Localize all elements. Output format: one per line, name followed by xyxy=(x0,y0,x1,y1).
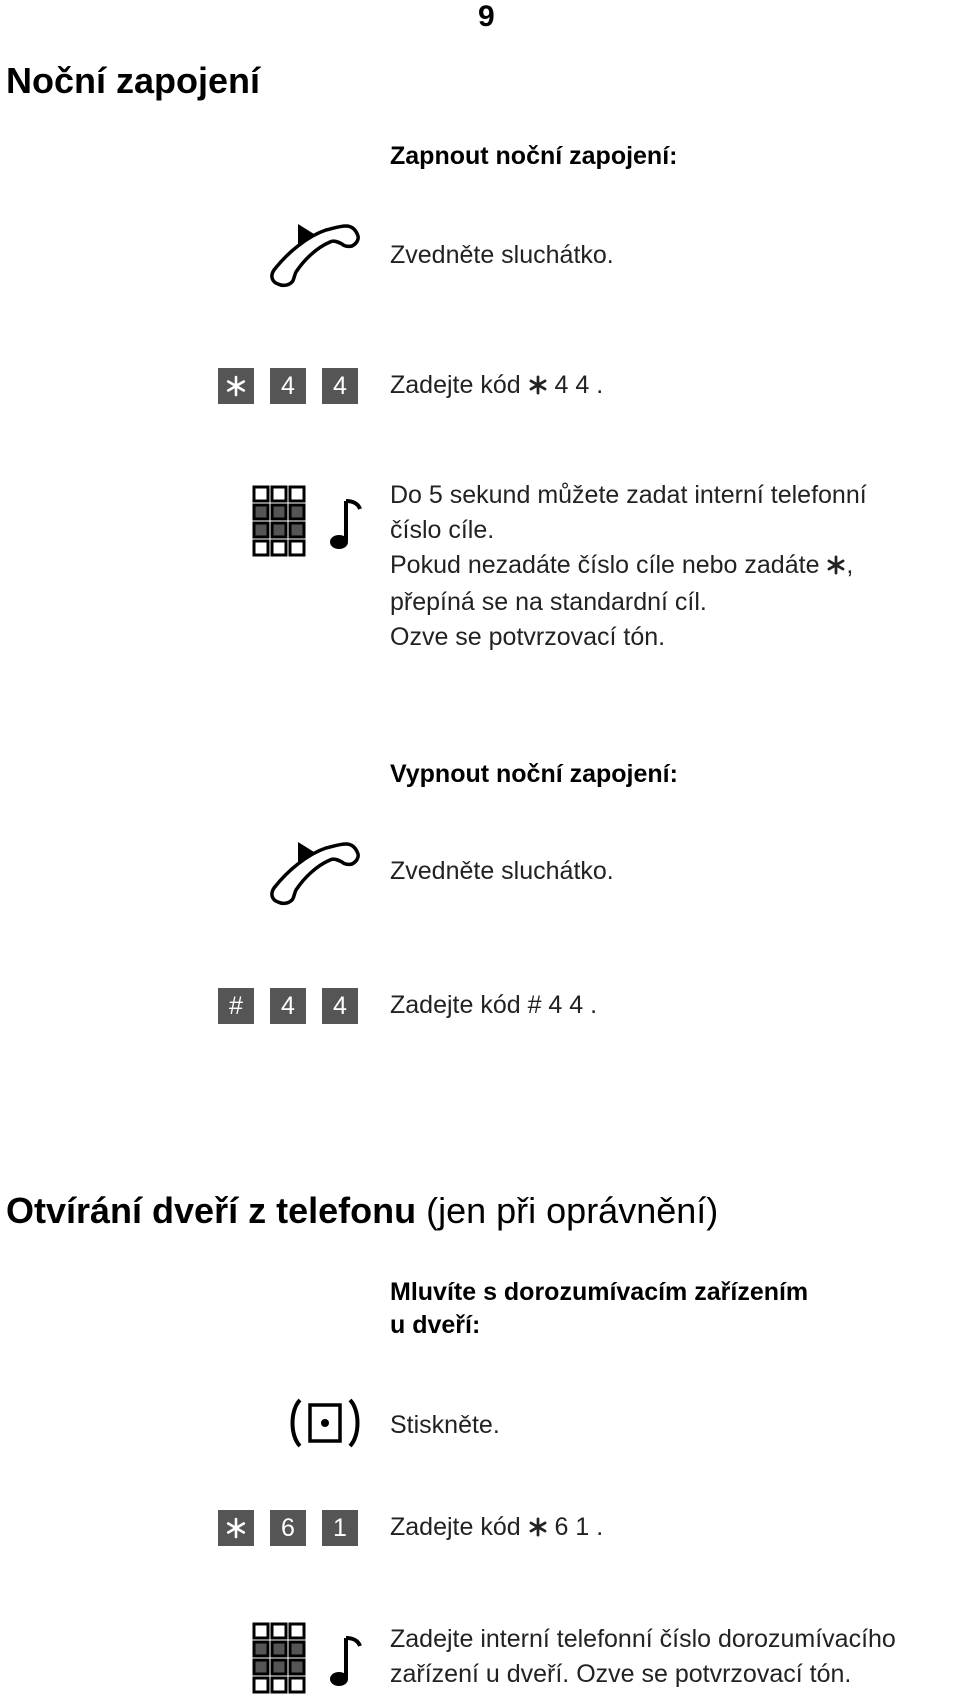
digit-key: 6 xyxy=(270,1510,306,1546)
handset-lift-icon xyxy=(268,222,362,293)
text-line: přepíná se na standardní cíl. xyxy=(390,588,707,616)
star-icon xyxy=(528,370,548,405)
section-title-door xyxy=(6,1190,718,1232)
step-text-block xyxy=(390,1622,896,1692)
door-heading-line: Mluvíte s dorozumívacím zařízením xyxy=(390,1278,809,1306)
door-open-button-icon xyxy=(288,1396,362,1455)
digit-key: 4 xyxy=(270,368,306,404)
door-heading-line: u dveří: xyxy=(390,1311,481,1339)
enable-heading: Zapnout noční zapojení: xyxy=(390,142,678,170)
text-line: Zadejte interní telefonní číslo dorozumívacího xyxy=(390,1625,896,1653)
step-text-block xyxy=(390,478,867,655)
text-line: Ozve se potvrzovací tón. xyxy=(390,623,666,651)
door-heading xyxy=(390,1276,808,1342)
hash-key: # xyxy=(218,988,254,1024)
text-line: Pokud nezadáte číslo cíle nebo zadáte , xyxy=(390,548,867,585)
text-line: zařízení u dveří. Ozve se potvrzovací tón. xyxy=(390,1660,852,1688)
step-text: Stiskněte. xyxy=(390,1411,500,1439)
keypad-tone-icon xyxy=(252,1622,372,1699)
step-text xyxy=(390,368,603,405)
step-text xyxy=(390,1510,603,1547)
text-line: Do 5 sekund můžete zadat interní telefonní xyxy=(390,481,867,509)
star-icon xyxy=(528,1512,548,1547)
title-note: (jen při oprávnění) xyxy=(426,1190,719,1231)
keypad-tone-icon xyxy=(252,485,372,562)
key-sequence xyxy=(218,988,358,1024)
handset-lift-icon xyxy=(268,840,362,911)
page-number: 9 xyxy=(478,0,495,33)
star-icon xyxy=(826,550,846,585)
digit-key: 4 xyxy=(270,988,306,1024)
code-prefix: Zadejte kód xyxy=(390,371,521,399)
star-key xyxy=(218,368,254,404)
code-prefix: Zadejte kód xyxy=(390,1513,521,1541)
digit-key: 4 xyxy=(322,988,358,1024)
step-text: Zvedněte sluchátko. xyxy=(390,857,614,885)
text-line: číslo cíle. xyxy=(390,516,495,544)
key-sequence xyxy=(218,368,358,404)
key-sequence xyxy=(218,1510,358,1546)
digit-key: 4 xyxy=(322,368,358,404)
section-title-night: Noční zapojení xyxy=(6,60,261,101)
step-text: Zadejte kód # 4 4 . xyxy=(390,991,598,1019)
title-bold: Otvírání dveří z telefonu xyxy=(6,1190,417,1231)
code-digits: 4 4 . xyxy=(554,371,604,399)
disable-heading: Vypnout noční zapojení: xyxy=(390,760,678,788)
step-text: Zvedněte sluchátko. xyxy=(390,241,614,269)
digit-key: 1 xyxy=(322,1510,358,1546)
star-key xyxy=(218,1510,254,1546)
code-digits: 6 1 . xyxy=(554,1513,604,1541)
text-line-part: Pokud nezadáte číslo cíle nebo zadáte xyxy=(390,551,820,579)
